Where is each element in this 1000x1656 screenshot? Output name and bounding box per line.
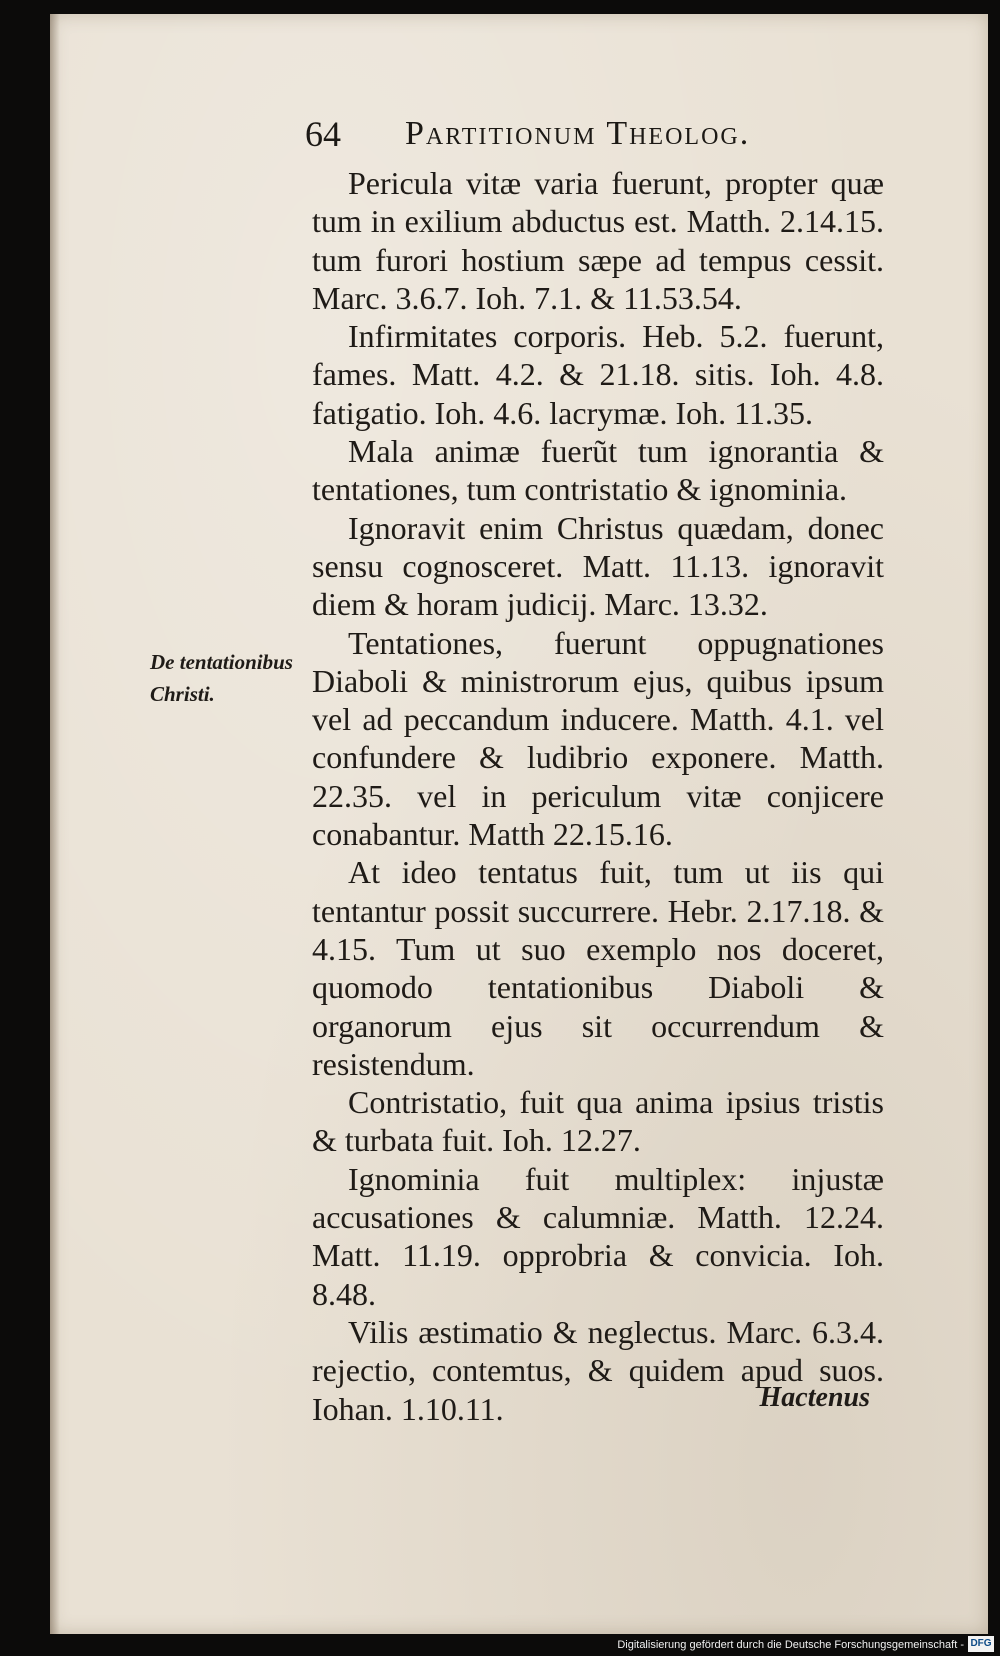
margin-note: De tentationibus Christi. [150,650,293,706]
paragraph-tentationes: Tentationes, fuerunt oppugnationes Diaboli & ministrorum ejus, quibus ipsum vel ad peccandum inducere. Matth. 4.1. vel confundere & ludibrio exponere. Matth. 22.35. vel in periculum vitæ conjicere conabantur. Matth 22.15.16. [312,624,884,853]
footer-credit: Digitalisierung gefördert durch die Deutsche Forschungsgemeinschaft - [617,1639,964,1651]
main-text-block [312,164,884,1428]
paragraph-vilis: Vilis æstimatio & neglectus. Marc. 6.3.4. rejectio, contemtus, & quidem apud suos. Iohan. 1.10.11. [312,1313,884,1427]
paragraph-pericula: Pericula vitæ varia fuerunt, propter quæ tum in exilium abductus est. Matth. 2.14.15. tum furori hostium sæpe ad tempus cessit. Marc. 3.6.7. Ioh. 7.1. & 11.53.54. [312,165,884,316]
dfg-logo: DFG [968,1636,994,1652]
paragraph-ignominia: Ignominia fuit multiplex: injustæ accusationes & calumniæ. Matth. 12.24. Matt. 11.19. opprobria & convicia. Ioh. 8.48. [312,1160,884,1312]
paragraph-at-ideo: At ideo tentatus fuit, tum ut iis qui tentantur possit succurrere. Hebr. 2.17.18. & 4.15. Tum ut suo exemplo nos doceret, quomodo tentationibus Diaboli & organorum ejus sit occurrendum & resistendum. [312,854,884,1082]
paragraph-contristatio: Contristatio, fuit qua anima ipsius tristis & turbata fuit. Ioh. 12.27. [312,1084,884,1159]
catchword: Hactenus [759,1382,870,1413]
paragraph-ignoravit: Ignoravit enim Christus quædam, donec sensu cognosceret. Matt. 11.13. ignoravit diem & horam judicij. Marc. 13.32. [312,509,884,623]
paragraph-mala-animae: Mala animæ fuerũt tum ignorantia & tentationes, tum contristatio & ignominia. [312,433,884,508]
page-header [305,110,885,158]
page-number: 64 [305,114,341,154]
running-title: Partitionum Theolog. [405,115,751,152]
page-edge-shadow [50,14,60,1634]
paragraph-infirmitates: Infirmitates corporis. Heb. 5.2. fuerunt, fames. Matt. 4.2. & 21.18. sitis. Ioh. 4.8. fatigatio. Ioh. 4.6. lacrymæ. Ioh. 11.35. [312,318,884,431]
